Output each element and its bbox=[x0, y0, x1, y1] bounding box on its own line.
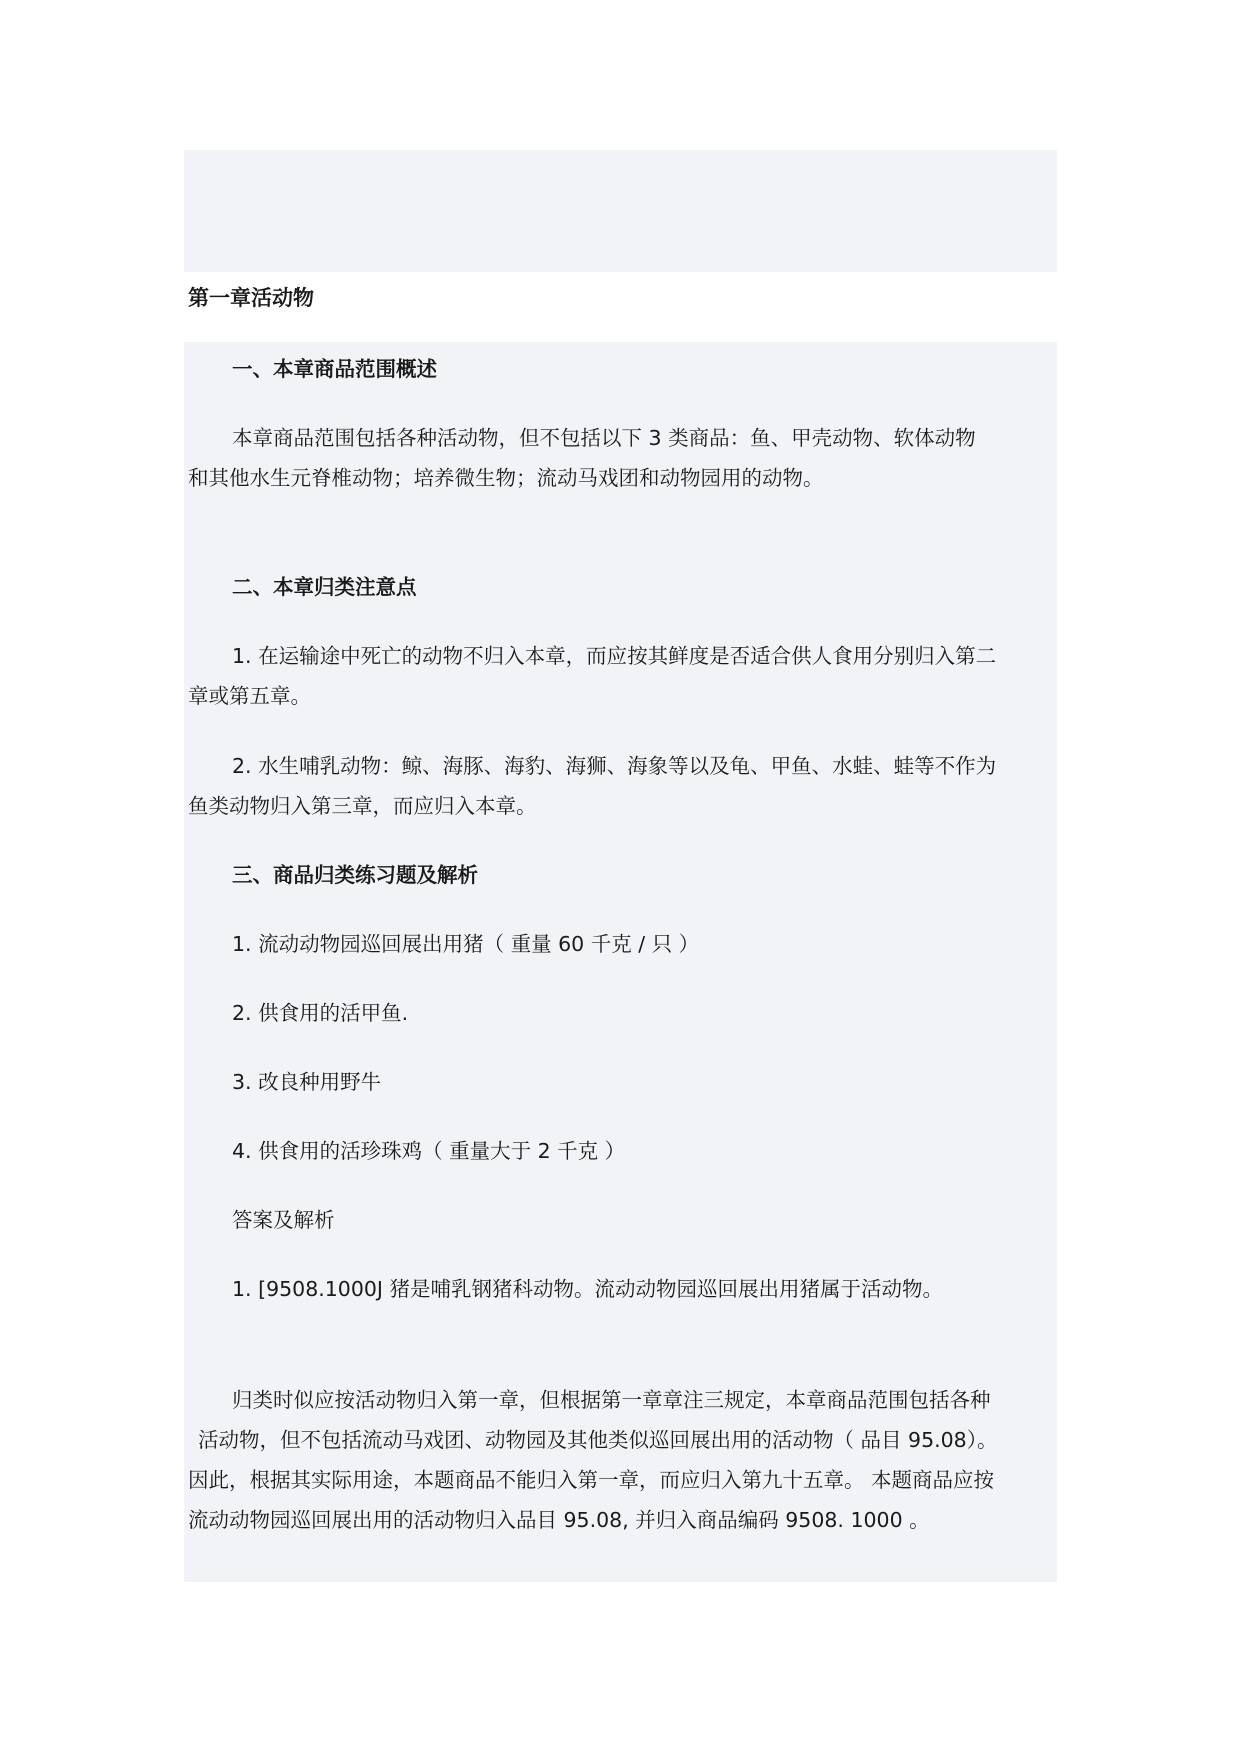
section1-paragraph-line2: 和其他水生元脊椎动物；培养微生物；流动马戏团和动物园用的动物。 bbox=[188, 466, 824, 490]
question-2: 2. 供食用的活甲鱼. bbox=[232, 1001, 409, 1025]
answer-1: 1. [9508.1000J 猪是哺乳钢猪科动物。流动动物园巡回展出用猪属于活动物。 bbox=[232, 1277, 943, 1301]
question-3: 3. 改良种用野牛 bbox=[232, 1070, 382, 1094]
explanation-line3: 因此，根据其实际用途，本题商品不能归入第一章，而应归入第九十五章。 本题商品应按 bbox=[188, 1468, 995, 1492]
section2-item1-line2: 章或第五章。 bbox=[188, 684, 311, 708]
section2-heading: 二、本章归类注意点 bbox=[232, 575, 417, 599]
section2-item2-line2: 鱼类动物归入第三章，而应归入本章。 bbox=[188, 794, 537, 818]
explanation-line4: 流动动物园巡回展出用的活动物归入品目 95.08, 并归入商品编码 9508. 1000 。 bbox=[188, 1508, 930, 1532]
answers-label: 答案及解析 bbox=[232, 1208, 335, 1232]
explanation-line2: 活动物，但不包括流动马戏团、动物园及其他类似巡回展出用的活动物（ 品目 95.08）。 bbox=[198, 1428, 998, 1452]
question-1: 1. 流动动物园巡回展出用猪（ 重量 60 千克 / 只 ） bbox=[232, 932, 700, 956]
header-blank-box bbox=[184, 150, 1057, 272]
section1-paragraph-line1: 本章商品范围包括各种活动物，但不包括以下 3 类商品：鱼、甲壳动物、软体动物 bbox=[232, 426, 976, 450]
chapter-title: 第一章活动物 bbox=[188, 286, 314, 310]
section1-heading: 一、本章商品范围概述 bbox=[232, 357, 437, 381]
section3-heading: 三、商品归类练习题及解析 bbox=[232, 863, 478, 887]
section2-item2-line1: 2. 水生哺乳动物：鲸、海豚、海豹、海狮、海象等以及龟、甲鱼、水蛙、蛙等不作为 bbox=[232, 754, 997, 778]
explanation-line1: 归类时似应按活动物归入第一章，但根据第一章章注三规定，本章商品范围包括各种 bbox=[232, 1388, 991, 1412]
section2-item1-line1: 1. 在运输途中死亡的动物不归入本章，而应按其鲜度是否适合供人食用分别归入第二 bbox=[232, 644, 997, 668]
question-4: 4. 供食用的活珍珠鸡（ 重量大于 2 千克 ） bbox=[232, 1139, 626, 1163]
